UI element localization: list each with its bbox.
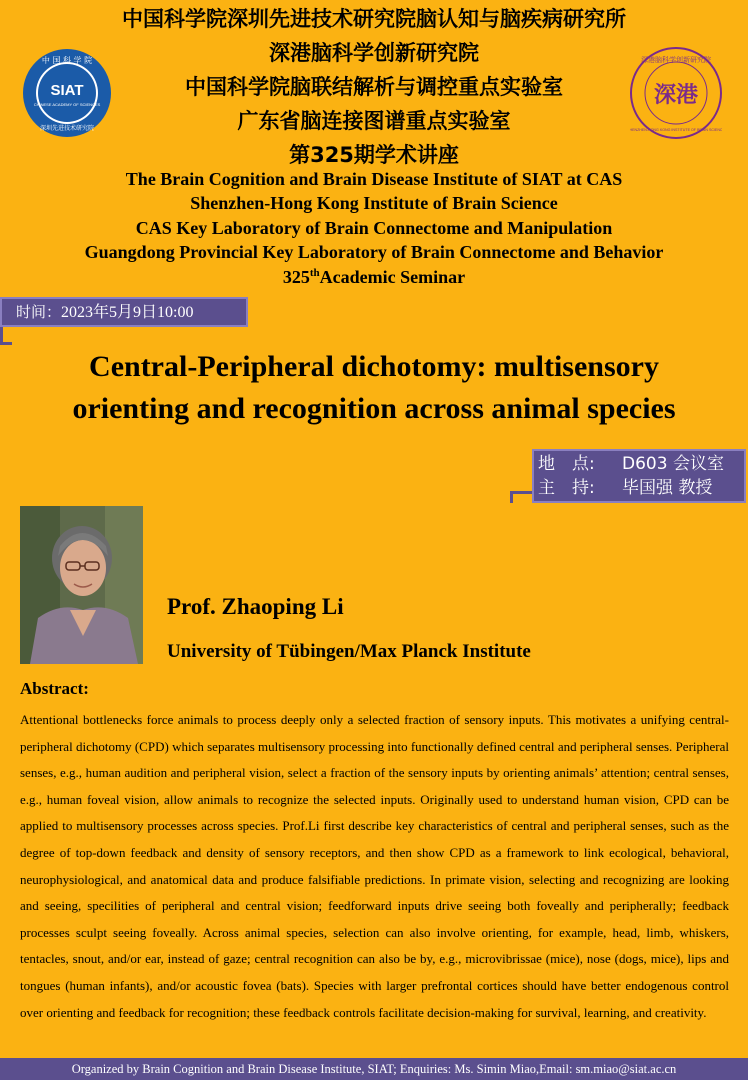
header-cn-line-3: 中国科学院脑联结解析与调控重点实验室 — [185, 75, 563, 99]
seminar-number — [0, 266, 748, 289]
time-box-corner — [0, 327, 12, 345]
speaker-affiliation: University of Tübingen/Max Planck Institute — [167, 641, 531, 662]
seminar-sup: th — [309, 267, 320, 279]
talk-title — [20, 346, 728, 430]
siat-logo-bottom-text: 深圳先进技术研究院 — [39, 125, 95, 132]
talk-title-line-1: Central-Peripheral dichotomy: multisensory — [89, 350, 659, 383]
venue-host-label: 主 持: — [538, 478, 595, 498]
footer: Organized by Brain Cognition and Brain Disease Institute, SIAT; Enquiries: Ms. Simin Miao,Email: sm.miao@siat.ac.cn — [0, 1058, 748, 1080]
bsi-logo-text: 深港脑科学创新研究院 — [641, 56, 711, 64]
abstract-text: Attentional bottlenecks force animals to process deeply only a selected fraction of sensory inputs. This motivates a unifying central-peripheral dichotomy (CPD) which separates multisensory processing into functionally defined central and peripheral senses. Peripheral senses, e.g., human audition and peripheral vision, select a fraction of the sensory inputs by orienting animals’ attention; central senses, e.g., human foveal vision, allow animals to recognize the selected inputs. Originally used to understand human vision, CPD can be applied to multisensory processes across species. Prof.Li first describe key characteristics of central and peripheral senses, such as the degree of top-down feedback and density of sensory receptors, and then show CPD as a framework to link ecological, behavioral, neurophysiological, and anatomical data and produce falsifiable predictions. In primate vision, selecting and recognizing are looking and seeing, specilities of peripheral and central vision; feedforward inputs drive seeing both foveally and peripherally; feedback processes sculpt seeing foveally. Across animal species, selection can also involve orienting, for example, head, limb, whiskers, tentacles, snout, and/or ear, instead of gaze; central recognition can also be by, e.g., microvibrissae (mice), nose (dogs, mice), lips and tongues (human infants), and/or acoustic fovea (bats). Species with larger prefrontal cortices should have better endogenous control over orienting and feedback for recognition; these feedback controls facilitate decision-making for survival, learning, and creativity. — [20, 712, 729, 1020]
header-en-line-3: CAS Key Laboratory of Brain Connectome and Manipulation — [135, 218, 613, 238]
header-cn-line-2: 深港脑科学创新研究院 — [269, 41, 479, 65]
time-box — [0, 297, 248, 327]
bsi-logo-icon — [630, 47, 722, 139]
time-value: 2023年5月9日10:00 — [61, 304, 194, 321]
bsi-logo-glyph: 深港 — [653, 83, 699, 108]
speaker-portrait-icon — [20, 506, 143, 664]
venue-place-row — [538, 452, 746, 476]
siat-logo-abbr: SIAT — [50, 82, 84, 99]
venue-place-value: D603 会议室 — [622, 454, 724, 474]
speaker-name: Prof. Zhaoping Li — [167, 594, 344, 619]
time-label: 时间： — [16, 303, 62, 321]
siat-logo — [22, 48, 112, 138]
siat-logo-icon — [22, 48, 112, 138]
abstract-heading: Abstract: — [20, 679, 89, 698]
header-cn-line-4: 广东省脑连接图谱重点实验室 — [237, 109, 511, 133]
seminar-num: 325 — [282, 267, 310, 287]
venue-box — [532, 449, 746, 503]
header-en-line-4: Guangdong Provincial Key Laboratory of Brain Connectome and Behavior — [84, 242, 664, 262]
venue-host-row — [538, 476, 746, 500]
seminar-rest: Academic Seminar — [319, 267, 466, 287]
venue-host-value: 毕国强 教授 — [622, 478, 713, 498]
brain-science-institute-logo — [630, 47, 722, 139]
siat-logo-top-text: 中 国 科 学 院 — [41, 56, 93, 65]
venue-box-corner — [510, 491, 534, 503]
header-cn-line-1: 中国科学院深圳先进技术研究院脑认知与脑疾病研究所 — [122, 7, 626, 31]
header-en-line-2: Shenzhen-Hong Kong Institute of Brain Science — [190, 193, 558, 213]
speaker-photo — [20, 506, 143, 664]
talk-title-line-2: orienting and recognition across animal species — [72, 392, 676, 425]
bsi-logo-text-en: SHENZHEN-HONG KONG INSTITUTE OF BRAIN SCIENCE — [630, 128, 722, 132]
siat-logo-sub: CHINESE ACADEMY OF SCIENCES — [33, 102, 101, 107]
header-cn-line-5: 第325期学术讲座 — [289, 143, 459, 167]
venue-place-label: 地 点: — [538, 454, 595, 474]
header-en-line-1: The Brain Cognition and Brain Disease Institute of SIAT at CAS — [125, 169, 623, 189]
